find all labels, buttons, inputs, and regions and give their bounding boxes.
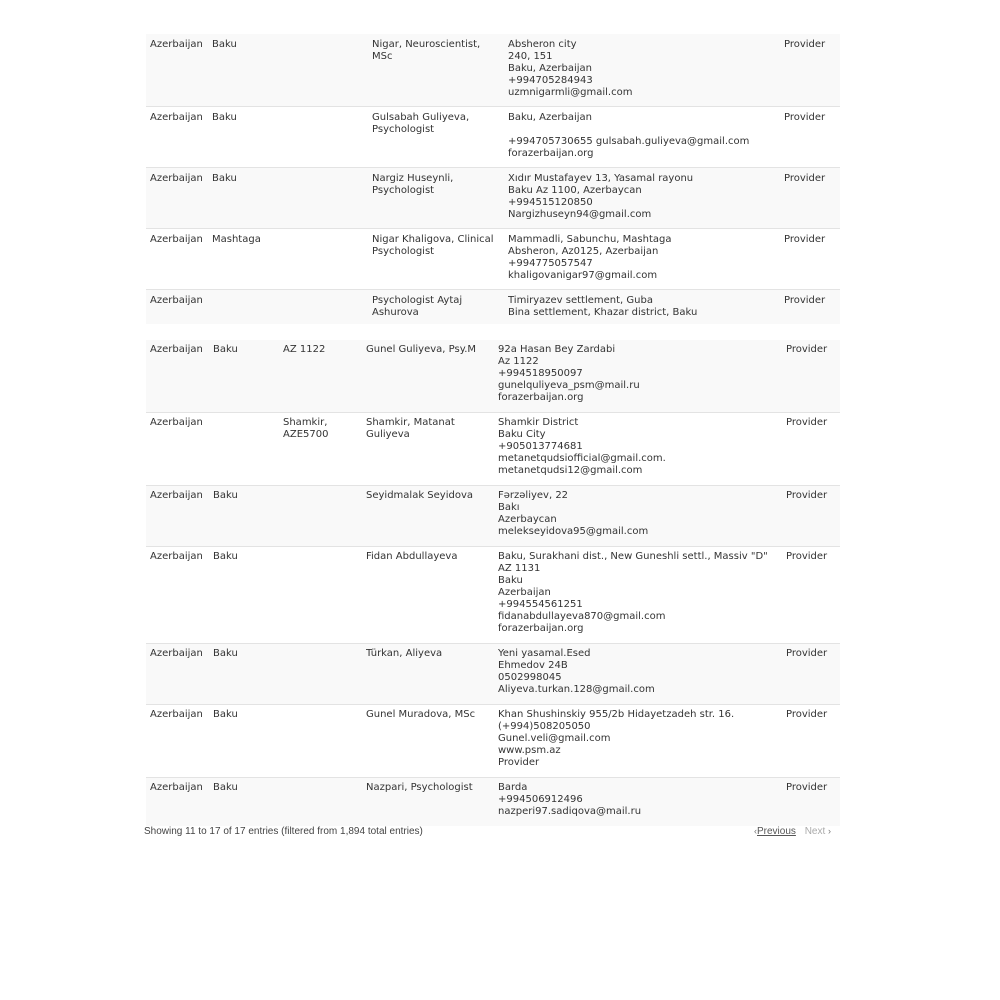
table-row (146, 486, 840, 547)
contact-cell-line: Khan Shushinskiy 955/2b Hidayetzadeh str. 16. (498, 709, 735, 720)
type-cell-text: Provider (786, 417, 828, 428)
contact-cell-line: www.psm.az (498, 745, 561, 756)
country-cell-text: Azerbaijan (150, 417, 203, 428)
contact-cell-line: +905013774681 (498, 441, 583, 452)
contact-cell-line: Xıdır Mustafayev 13, Yasamal rayonu (508, 173, 694, 184)
type-cell (784, 229, 840, 290)
type-cell-text: Provider (786, 648, 828, 659)
country-cell (146, 34, 212, 107)
postal-cell (283, 705, 366, 778)
contact-cell-line: Baku, Azerbaijan (508, 63, 593, 74)
country-cell-text: Azerbaijan (150, 344, 203, 355)
country-cell (146, 644, 213, 705)
contact-cell-line: uzmnigarmli@gmail.com (508, 87, 633, 98)
contact-cell (498, 340, 786, 413)
type-cell (784, 168, 840, 229)
table-row (146, 168, 840, 229)
name-cell-line: Gulsabah Guliyeva, (372, 112, 470, 123)
contact-cell-line: +994775057547 (508, 258, 593, 269)
city-cell (212, 107, 282, 168)
type-cell-text: Provider (786, 344, 828, 355)
postal-cell-line: Shamkir, (283, 417, 328, 428)
type-cell-text: Provider (784, 295, 826, 306)
country-cell-text: Azerbaijan (150, 490, 203, 501)
table-row (146, 229, 840, 290)
type-cell-text: Provider (786, 490, 828, 501)
country-cell (146, 778, 213, 827)
city-cell-text: Baku (213, 782, 238, 793)
pagination (754, 826, 831, 837)
table-row (146, 705, 840, 778)
type-cell (786, 644, 840, 705)
contact-cell (498, 413, 786, 486)
chevron-left-icon: ‹ (754, 826, 757, 836)
city-cell-text: Baku (212, 173, 237, 184)
name-cell-line: Nazpari, Psychologist (366, 782, 473, 793)
city-cell-text: Baku (213, 648, 238, 659)
providers-table-bottom (146, 340, 840, 826)
name-cell-line: Seyidmalak Seyidova (366, 490, 473, 501)
contact-cell-line: Az 1122 (498, 356, 539, 367)
contact-cell (508, 290, 784, 325)
next-button[interactable]: Next (804, 826, 826, 837)
contact-cell-line: Baku, Surakhani dist., New Guneshli settl., Massiv "D" (498, 551, 768, 562)
table-row (146, 107, 840, 168)
city-cell-text: Baku (213, 709, 238, 720)
type-cell-text: Provider (784, 112, 826, 123)
contact-cell-line: +994518950097 (498, 368, 583, 379)
postal-cell (282, 290, 372, 325)
contact-cell-line: +994705284943 (508, 75, 593, 86)
name-cell (372, 34, 508, 107)
type-cell-text: Provider (784, 39, 826, 50)
country-cell (146, 290, 212, 325)
type-cell-text: Provider (786, 551, 828, 562)
table-row (146, 34, 840, 107)
name-cell (366, 547, 498, 644)
type-cell (784, 107, 840, 168)
name-cell-line: MSc (372, 51, 393, 62)
city-cell (213, 547, 283, 644)
country-cell (146, 705, 213, 778)
contact-cell-line: Baku City (498, 429, 546, 440)
postal-cell-line: AZE5700 (283, 429, 329, 440)
contact-cell (508, 34, 784, 107)
name-cell-line: Gunel Muradova, MSc (366, 709, 476, 720)
city-cell-text: Baku (213, 490, 238, 501)
table-row (146, 644, 840, 705)
country-cell-text: Azerbaijan (150, 234, 203, 245)
country-cell-text: Azerbaijan (150, 295, 203, 306)
table-row (146, 413, 840, 486)
country-cell-text: Azerbaijan (150, 648, 203, 659)
contact-cell-line: Baku (498, 575, 523, 586)
country-cell (146, 547, 213, 644)
contact-cell-line: Timiryazev settlement, Guba (508, 295, 653, 306)
postal-cell (282, 229, 372, 290)
contact-cell-line: Absheron, Az0125, Azerbaijan (508, 246, 659, 257)
contact-cell-line: Azerbaycan (498, 514, 557, 525)
city-cell (212, 34, 282, 107)
contact-cell-line: Gunel.veli@gmail.com (498, 733, 611, 744)
contact-cell-line: Mammadli, Sabunchu, Mashtaga (508, 234, 672, 245)
contact-cell-line: forazerbaijan.org (498, 392, 584, 403)
name-cell-line: Gunel Guliyeva, Psy.M (366, 344, 477, 355)
postal-cell (283, 340, 366, 413)
country-cell-text: Azerbaijan (150, 39, 203, 50)
country-cell-text: Azerbaijan (150, 551, 203, 562)
postal-cell (283, 413, 366, 486)
city-cell (212, 168, 282, 229)
contact-cell-line: nazperi97.sadiqova@mail.ru (498, 806, 642, 817)
chevron-right-icon: › (828, 826, 832, 836)
country-cell (146, 168, 212, 229)
name-cell (366, 778, 498, 827)
type-cell-text: Provider (786, 709, 828, 720)
city-cell-text: Baku (212, 39, 237, 50)
contact-cell-line: metanetqudsi12@gmail.com (498, 465, 643, 476)
contact-cell-line: gunelquliyeva_psm@mail.ru (498, 380, 640, 391)
type-cell-text: Provider (784, 173, 826, 184)
table-row (146, 290, 840, 325)
contact-cell-line: 92a Hasan Bey Zardabi (498, 344, 616, 355)
name-cell (366, 413, 498, 486)
contact-cell (498, 547, 786, 644)
postal-cell-line: AZ 1122 (283, 344, 326, 355)
country-cell (146, 229, 212, 290)
contact-cell (508, 168, 784, 229)
contact-cell-line: Azerbaijan (498, 587, 551, 598)
contact-cell-line: Yeni yasamal.Esed (498, 648, 591, 659)
type-cell (786, 778, 840, 827)
table-row (146, 778, 840, 827)
contact-cell-line: AZ 1131 (498, 563, 541, 574)
country-cell-text: Azerbaijan (150, 782, 203, 793)
contact-cell-line: Provider (498, 757, 540, 768)
contact-cell-line: Bakı (498, 502, 520, 513)
postal-cell (283, 486, 366, 547)
name-cell-line: Psychologist (372, 246, 435, 257)
type-cell (784, 290, 840, 325)
contact-cell-line: Barda (498, 782, 528, 793)
type-cell-text: Provider (786, 782, 828, 793)
contact-cell-line: Absheron city (508, 39, 577, 50)
city-cell-text: Baku (213, 551, 238, 562)
contact-cell (498, 644, 786, 705)
country-cell (146, 413, 213, 486)
providers-table-top (146, 34, 840, 324)
name-cell (366, 705, 498, 778)
type-cell (786, 340, 840, 413)
contact-cell-line: Ehmedov 24B (498, 660, 568, 671)
name-cell-line: Nigar Khaligova, Clinical (372, 234, 494, 245)
contact-cell (498, 778, 786, 827)
city-cell-text: Baku (212, 112, 237, 123)
contact-cell-line: khaligovanigar97@gmail.com (508, 270, 658, 281)
contact-cell-line: fidanabdullayeva870@gmail.com (498, 611, 666, 622)
country-cell (146, 340, 213, 413)
country-cell-text: Azerbaijan (150, 112, 203, 123)
name-cell (372, 290, 508, 325)
table-row (146, 340, 840, 413)
name-cell (372, 229, 508, 290)
contact-cell-line: +994515120850 (508, 197, 593, 208)
contact-cell (498, 705, 786, 778)
contact-cell-line (508, 124, 784, 136)
contact-cell-line: 240, 151 (508, 51, 553, 62)
name-cell-line: Türkan, Aliyeva (366, 648, 443, 659)
country-cell (146, 107, 212, 168)
contact-cell-line: +994554561251 (498, 599, 583, 610)
contact-cell-line: metanetqudsiofficial@gmail.com. (498, 453, 666, 464)
city-cell-text: Mashtaga (212, 234, 261, 245)
city-cell (213, 413, 283, 486)
contact-cell-line: +994506912496 (498, 794, 583, 805)
name-cell-line: Nigar, Neuroscientist, (372, 39, 481, 50)
country-cell-text: Azerbaijan (150, 709, 203, 720)
contact-cell-line: +994705730655 gulsabah.guliyeva@gmail.com (508, 136, 750, 147)
city-cell (212, 290, 282, 325)
contact-cell-line: Baku, Azerbaijan (508, 112, 593, 123)
postal-cell (282, 168, 372, 229)
name-cell-line: Shamkir, Matanat (366, 417, 455, 428)
city-cell (213, 705, 283, 778)
country-cell (146, 486, 213, 547)
contact-cell-line: forazerbaijan.org (508, 148, 594, 159)
name-cell-line: Fidan Abdullayeva (366, 551, 458, 562)
postal-cell (283, 547, 366, 644)
city-cell (213, 778, 283, 827)
city-cell (213, 340, 283, 413)
name-cell (372, 107, 508, 168)
postal-cell (283, 778, 366, 827)
name-cell-line: Guliyeva (366, 429, 410, 440)
contact-cell (508, 107, 784, 168)
contact-cell-line: forazerbaijan.org (498, 623, 584, 634)
table-info: Showing 11 to 17 of 17 entries (filtered from 1,894 total entries) (144, 826, 423, 837)
postal-cell (282, 107, 372, 168)
contact-cell-line: Baku Az 1100, Azerbaycan (508, 185, 642, 196)
name-cell-line: Psychologist Aytaj (372, 295, 463, 306)
contact-cell-line: Aliyeva.turkan.128@gmail.com (498, 684, 655, 695)
name-cell-line: Psychologist (372, 124, 435, 135)
name-cell (372, 168, 508, 229)
city-cell (213, 644, 283, 705)
name-cell (366, 340, 498, 413)
type-cell (786, 413, 840, 486)
postal-cell (282, 34, 372, 107)
type-cell (786, 486, 840, 547)
contact-cell-line: Shamkir District (498, 417, 579, 428)
contact-cell-line: melekseyidova95@gmail.com (498, 526, 649, 537)
contact-cell-line: (+994)508205050 (498, 721, 591, 732)
contact-cell-line: Fərzəliyev, 22 (498, 490, 569, 501)
type-cell-text: Provider (784, 234, 826, 245)
name-cell-line: Ashurova (372, 307, 419, 318)
name-cell-line: Nargiz Huseynli, (372, 173, 454, 184)
name-cell (366, 486, 498, 547)
contact-cell (498, 486, 786, 547)
type-cell (784, 34, 840, 107)
type-cell (786, 705, 840, 778)
city-cell (213, 486, 283, 547)
contact-cell-line: 0502998045 (498, 672, 562, 683)
table-row (146, 547, 840, 644)
contact-cell (508, 229, 784, 290)
name-cell (366, 644, 498, 705)
city-cell (212, 229, 282, 290)
contact-cell-line: Bina settlement, Khazar district, Baku (508, 307, 698, 318)
name-cell-line: Psychologist (372, 185, 435, 196)
postal-cell (283, 644, 366, 705)
previous-button[interactable]: Previous (757, 826, 796, 837)
type-cell (786, 547, 840, 644)
contact-cell-line: Nargizhuseyn94@gmail.com (508, 209, 652, 220)
city-cell-text: Baku (213, 344, 238, 355)
country-cell-text: Azerbaijan (150, 173, 203, 184)
